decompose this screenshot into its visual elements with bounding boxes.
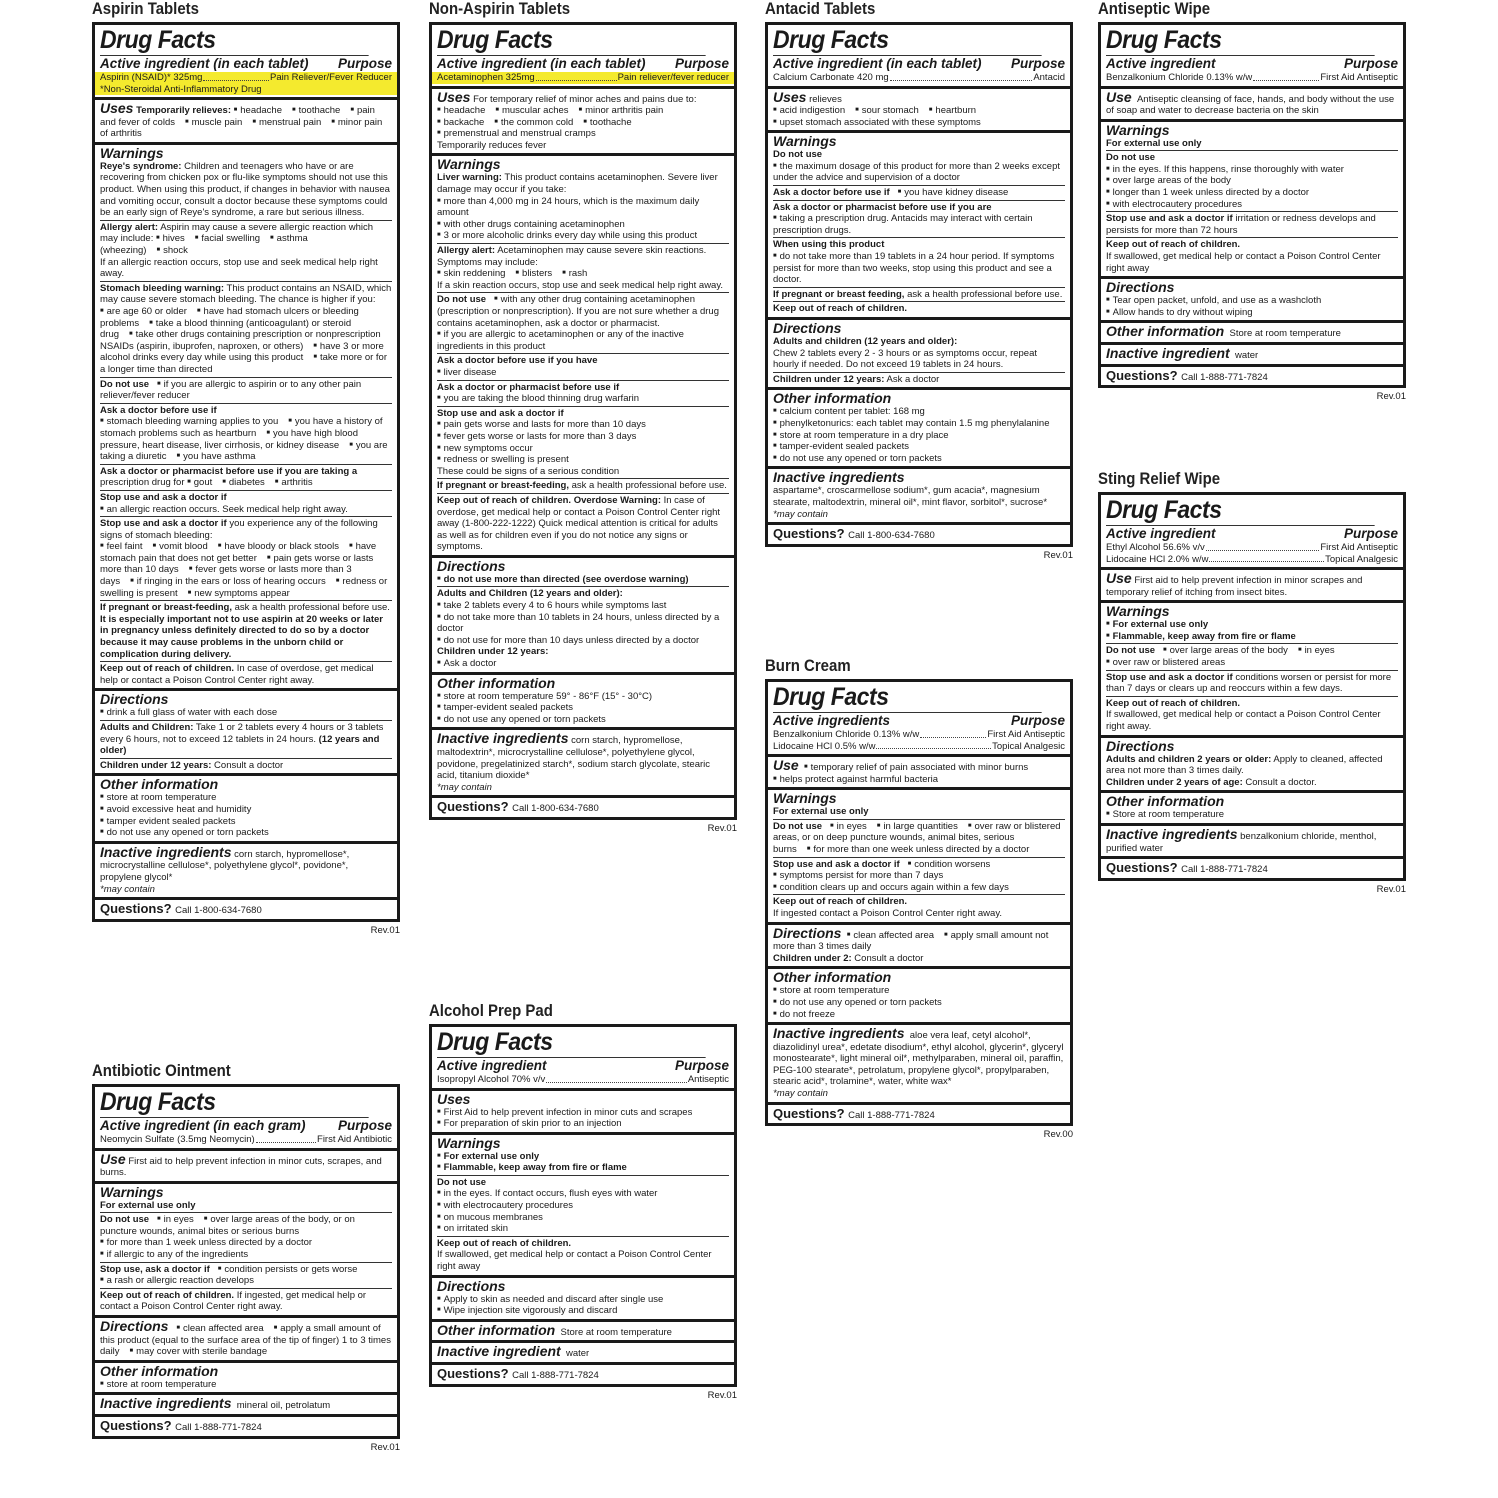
directions-section: Directions ■ do not use more than directed (see overdose warning) Adults and Children (12 years and older): ■ take 2 tablets every 4 to 6 hours while symptoms last ■ do not take more than 10 tablets in 24 hours, unless directed by a doctor ■ do not use for more than 10 days unless directed by a doctor Children under 12 years: ■ Ask a doctor bbox=[432, 555, 734, 672]
other-info-section: Other information ■ store at room temperature ■ avoid excessive heat and humidity ■ tamper evident sealed packets ■ do not use any opened or torn packets bbox=[95, 773, 397, 840]
drug-facts-label bbox=[765, 22, 1073, 547]
inactive-section: Inactive ingredients corn starch, hypromellose*, microcrystalline cellulose*, polyethylene glycol*, povidone*, propylene glycol* *may contain bbox=[95, 841, 397, 897]
questions-section: Questions? Call 1-888-771-7824 bbox=[1101, 364, 1403, 386]
leader-dots bbox=[203, 72, 269, 81]
directions-section: Directions ■ clean affected area ■ apply a small amount of this product (equal to the surface area of the tip of finger) 1 to 3 times daily ■ may cover with sterile bandage bbox=[95, 1315, 397, 1360]
warnings-section: Warnings Do not use ■ the maximum dosage of this product for more than 2 weeks except under the advice and supervision of a doctor Ask a doctor before use if ■ you have kidney disease Ask a doctor or pharmacist before use if you are ■ taking a prescription drug. Antacids may interact with certain prescription drugs. When using this product ■ do not take more than 19 tablets in a 24 hour period. If symptoms persist for more than two weeks, stop using this product and see a doctor. If pregnant or breast feeding, ask a health professional before use. Keep out of reach of children. bbox=[768, 130, 1070, 317]
drug-facts-label bbox=[429, 22, 737, 820]
revision-label: Rev.00 bbox=[1043, 1129, 1073, 1141]
leader-dots bbox=[890, 72, 1033, 81]
uses-section: Uses Temporarily relieves: ■ headache ■ toothache ■ pain and fever of colds ■ muscle pain ■ menstrual pain ■ minor pain of arthritis bbox=[95, 97, 397, 142]
leader-dots bbox=[256, 1134, 316, 1143]
panel-antacid-tablets bbox=[765, 0, 1073, 561]
leader-dots bbox=[536, 72, 617, 81]
active-section: Drug Facts Active ingredient (in each gram) Purpose Neomycin Sulfate (3.5mg Neomycin) First Aid Antibiotic bbox=[100, 1088, 392, 1145]
panel-antiseptic-wipe bbox=[1098, 0, 1406, 402]
directions-section: Directions Adults and children 2 years or older: Apply to cleaned, affected area not more than 3 times daily. Children under 2 years of age: Consult a doctor. bbox=[1101, 735, 1403, 791]
directions-section: Directions Adults and children (12 years and older): Chew 2 tablets every 2 - 3 hours or as symptoms occur, repeat hourly if needed. Do not exceed 19 tablets in 24 hours. Children under 12 years: Ask a doctor bbox=[768, 317, 1070, 387]
panel-title: Non-Aspirin Tablets bbox=[429, 0, 571, 18]
active-highlight bbox=[95, 72, 397, 95]
use-section: Use Antiseptic cleansing of face, hands, and body without the use of soap and water to decrease bacteria on the skin bbox=[1101, 86, 1403, 119]
use-section: Use First aid to help prevent infection in minor scrapes and temporary relief of itching from insect bites. bbox=[1101, 567, 1403, 600]
warnings-section: Warnings Reye's syndrome: Children and teenagers who have or are recovering from chicken pox or flu-like symptoms should not use this product. When using this product, if changes in behavior with nausea and vomiting occur, consult a doctor because these symptoms could be an early sign of Reye's syndrome, a rare but serious illness. Allergy alert: Aspirin may cause a severe allergic reaction which may include: ■ hives ■ facial swelling ■ asthma (wheezing) ■ shock If an allergic reaction occurs, stop use and seek medical help right away. Stomach bleeding warning: This product contains an NSAID, which may cause severe stomach bleeding. The chance is higher if you: ■ are age 60 or older ■ have had stomach ulcers or bleeding problems ■ take a blood thinning (anticoagulant) or steroid drug ■ take other drugs containing prescription or nonprescription NSAIDs (aspirin, ibuprofen, naproxen, or others) ■ have 3 or more alcohol drinks every day while using this product ■ take more or for a longer time than directed Do not use ■ if you are allergic to aspirin or to any other pain reliever/fever reducer Ask a doctor before use if ■ stomach bleeding warning applies to you ■ you have a history of stomach problems such as heartburn ■ you have high blood pressure, heart disease, liver cirrhosis, or kidney disease ■ you are taking a diuretic ■ you have asthma Ask a doctor or pharmacist before use if you are taking a prescription drug for ■ gout ■ diabetes ■ arthritis Stop use and ask a doctor if ■ an allergic reaction occurs. Seek medical help right away. Stop use and ask a doctor if you experience any of the following signs of stomach bleeding: ■ feel faint ■ vomit blood ■ have bloody or black stools ■ have stomach pain that does not get better ■ pain gets worse or lasts more than 10 days ■ fever gets worse or lasts more than 3 days ■ if ringing in the ears or loss of hearing occurs ■ redness or swelling is present ■ new symptoms appear If pregnant or breast-feeding, ask a health professional before use. It is especially important not to use aspirin at 20 weeks or later in pregnancy unless definitely directed to do so by a doctor because it may cause problems in the unborn child or complication during delivery. Keep out of reach of children. In case of overdose, get medical help or contact a Poison Control Center right away. bbox=[95, 142, 397, 689]
other-info-section: Other information ■ Store at room temperature bbox=[1101, 790, 1403, 823]
uses-section: Uses ■ First Aid to help prevent infection in minor cuts and scrapes ■ For preparation of skin prior to an injection bbox=[432, 1088, 734, 1132]
inactive-section: Inactive ingredients benzalkonium chloride, menthol, purified water bbox=[1101, 823, 1403, 856]
active-header: Active ingredient (in each tablet) Purpose bbox=[100, 56, 392, 71]
other-info-section: Other information ■ store at room temperature ■ do not use any opened or torn packets ■ do not freeze bbox=[768, 966, 1070, 1022]
inactive-section: Inactive ingredients mineral oil, petrolatum bbox=[95, 1392, 397, 1414]
revision-label: Rev.01 bbox=[370, 1441, 400, 1453]
panel-title: Antiseptic Wipe bbox=[1098, 0, 1211, 18]
active-section: Drug Facts Active ingredient (in each tablet) Purpose Calcium Carbonate 420 mg Antacid bbox=[773, 26, 1065, 83]
use-section: Use ■ temporary relief of pain associated with minor burns ■ helps protect against harmful bacteria bbox=[768, 754, 1070, 787]
active-section bbox=[95, 25, 397, 97]
warnings-section: Warnings Liver warning: This product contains acetaminophen. Severe liver damage may occur if you take: ■ more than 4,000 mg in 24 hours, which is the maximum daily amount ■ with other drugs containing acetaminophen ■ 3 or more alcoholic drinks every day while using this product Allergy alert: Acetaminophen may cause severe skin reactions. Symptoms may include: ■ skin reddening ■ blisters ■ rash If a skin reaction occurs, stop use and seek medical help right away. Do not use ■ with any other drug containing acetaminophen (prescription or nonprescription). If you are not sure whether a drug contains acetaminophen, ask a doctor or pharmacist. ■ if you are allergic to acetaminophen or any of the inactive ingredients in this product Ask a doctor before use if you have ■ liver disease Ask a doctor or pharmacist before use if ■ you are taking the blood thinning drug warfarin Stop use and ask a doctor if ■ pain gets worse and lasts for more than 10 days ■ fever gets worse or lasts for more than 3 days ■ new symptoms occur ■ redness or swelling is present These could be signs of a serious condition If pregnant or breast-feeding, ask a health professional before use. Keep out of reach of children. Overdose Warning: In case of overdose, get medical help or contact a Poison Control Center right away (1-800-222-1222) Quick medical attention is critical for adults as well as for children even if you do not notice any signs or symptoms. bbox=[432, 153, 734, 554]
directions-section: Directions ■ Apply to skin as needed and discard after single use ■ Wipe injection site vigorously and discard bbox=[432, 1275, 734, 1319]
leader-dots bbox=[1209, 554, 1324, 563]
questions-section: Questions? Call 1-888-771-7824 bbox=[768, 1102, 1070, 1124]
revision-label: Rev.01 bbox=[1376, 391, 1406, 403]
drug-facts-label bbox=[429, 1024, 737, 1387]
active-section: Drug Facts Active ingredient Purpose Isopropyl Alcohol 70% v/v Antiseptic bbox=[437, 1028, 729, 1085]
revision-label: Rev.01 bbox=[370, 924, 400, 936]
drug-facts-label bbox=[92, 22, 400, 922]
questions-section: Questions? Call 1-800-634-7680 bbox=[768, 522, 1070, 544]
drug-facts-heading: Drug Facts bbox=[100, 26, 369, 56]
drug-facts-label bbox=[1098, 492, 1406, 881]
use-section: Use First aid to help prevent infection in minor cuts, scrapes, and burns. bbox=[95, 1148, 397, 1181]
active-section: Drug Facts Active ingredients Purpose Benzalkonium Chloride 0.13% w/w First Aid Antiseptic Lidocaine HCl 0.5% w/w Topical Analgesic bbox=[773, 683, 1065, 752]
directions-section: Directions ■ drink a full glass of water with each dose Adults and Children: Take 1 or 2 tablets every 4 hours or 3 tablets every 6 hours, not to exceed 12 tablets in 24 hours. (12 years and older) Children under 12 years: Consult a doctor bbox=[95, 688, 397, 773]
active-section: Drug Facts Active ingredient (in each tablet) Purpose Acetaminophen 325mg Pain reliever/fever reducer bbox=[432, 25, 734, 86]
other-info-section: Other information ■ calcium content per tablet: 168 mg ■ phenylketonurics: each tablet may contain 1.5 mg phenylalanine ■ store at room temperature in a dry place ■ tamper-evident sealed packets ■ do not use any opened or torn packets bbox=[768, 387, 1070, 466]
panel-burn-cream bbox=[765, 657, 1073, 1140]
inactive-section: Inactive ingredients corn starch, hypromellose, maltodextrin*, microcrystalline cellulose*, polyethylene glycol, povidone, pregelatinized starch*, sodium starch glycolate, stearic acid, titanium dioxide* *may contain bbox=[432, 727, 734, 795]
questions-section: Questions? Call 1-888-771-7824 bbox=[1101, 856, 1403, 878]
warnings-section: Warnings For external use only Do not use ■ in eyes ■ in large quantities ■ over raw or blistered areas, or on deep puncture wounds, animal bites, serious burns ■ for more than one week unless directed by a doctor Stop use and ask a doctor if ■ condition worsens ■ symptoms persist for more than 7 days ■ condition clears up and occurs again within a few days Keep out of reach of children. If ingested contact a Poison Control Center right away. bbox=[768, 787, 1070, 921]
other-info-section: Other information ■ store at room temperature bbox=[95, 1360, 397, 1393]
other-info-section: Other information ■ store at room temperature 59° - 86°F (15° - 30°C) ■ tamper-evident sealed packets ■ do not use any opened or torn packets bbox=[432, 672, 734, 728]
drug-facts-label bbox=[92, 1084, 400, 1439]
leader-dots bbox=[1206, 542, 1320, 551]
panel-title: Aspirin Tablets bbox=[92, 0, 199, 18]
questions-section: Questions? Call 1-888-771-7824 bbox=[432, 1362, 734, 1384]
panel-title: Antibiotic Ointment bbox=[92, 1061, 231, 1080]
active-section: Drug Facts Active ingredient Purpose Benzalkonium Chloride 0.13% w/w First Aid Antiseptic bbox=[1106, 26, 1398, 83]
inactive-section: Inactive ingredient water bbox=[432, 1340, 734, 1362]
warnings-section: Warnings For external use only Do not use ■ in the eyes. If this happens, rinse thoroughly with water ■ over large areas of the body ■ longer than 1 week unless directed by a doctor ■ with electrocautery procedures Stop use and ask a doctor if irritation or redness develops and persists for more than 72 hours Keep out of reach of children. If swallowed, get medical help or contact a Poison Control Center right away bbox=[1101, 119, 1403, 277]
revision-label: Rev.01 bbox=[707, 822, 737, 834]
inactive-section: Inactive ingredients aspartame*, croscarmellose sodium*, gum acacia*, magnesium stearate, maltodextrin, mineral oil*, mint flavor, sorbitol*, sucrose* *may contain bbox=[768, 466, 1070, 522]
panel-title: Sting Relief Wipe bbox=[1098, 469, 1221, 488]
questions-section: Questions? Call 1-888-771-7824 bbox=[95, 1414, 397, 1436]
uses-section: Uses For temporary relief of minor aches and pains due to: ■ headache ■ muscular aches ■ minor arthritis pain ■ backache ■ the common cold ■ toothache ■ premenstrual and menstrual cramps Temporarily reduces fever bbox=[432, 86, 734, 154]
other-info-section: Other information Store at room temperature bbox=[1101, 320, 1403, 342]
leader-dots bbox=[920, 729, 986, 738]
drug-facts-label bbox=[1098, 22, 1406, 388]
active-row: Aspirin (NSAID)* 325mg Pain Reliever/Fever Reducer bbox=[100, 72, 392, 83]
leader-dots bbox=[1253, 72, 1319, 81]
other-info-section: Other information Store at room temperature bbox=[432, 1319, 734, 1341]
leader-dots bbox=[876, 741, 991, 750]
inactive-section: Inactive ingredient water bbox=[1101, 342, 1403, 364]
warnings-section: Warnings ■ For external use only ■ Flammable, keep away from fire or flame Do not use ■ over large areas of the body ■ in eyes ■ over raw or blistered areas Stop use and ask a doctor if conditions worsen or persist for more than 7 days or clears up and reoccurs within a few days. Keep out of reach of children. If swallowed, get medical help or contact a Poison Control Center right away. bbox=[1101, 600, 1403, 734]
panel-aspirin-tablets bbox=[92, 0, 400, 936]
inactive-section: Inactive ingredients aloe vera leaf, cetyl alcohol*, diazolidinyl urea*, edetate disodium*, ethyl alcohol, glycerin*, glyceryl monostearate*, light mineral oil*, methylparaben, mineral oil, paraffin, PEG-100 stearate*, petrolatum, propylene glycol*, propylparaben, stearic acid*, trolamine*, water, white wax* *may contain bbox=[768, 1022, 1070, 1102]
warnings-section: Warnings For external use only Do not use ■ in eyes ■ over large areas of the body, or on puncture wounds, animal bites or serious burns ■ for more than 1 week unless directed by a doctor ■ if allergic to any of the ingredients Stop use, ask a doctor if ■ condition persists or gets worse ■ a rash or allergic reaction develops Keep out of reach of children. If ingested, get medical help or contact a Poison Control Center right away. bbox=[95, 1181, 397, 1315]
questions-section: Questions? Call 1-800-634-7680 bbox=[95, 897, 397, 919]
directions-section: Directions ■ Tear open packet, unfold, and use as a washcloth ■ Allow hands to dry without wiping bbox=[1101, 276, 1403, 320]
panel-non-aspirin-tablets bbox=[429, 0, 737, 834]
panel-alcohol-prep-pad bbox=[429, 1002, 737, 1401]
revision-label: Rev.01 bbox=[1376, 883, 1406, 895]
leader-dots bbox=[546, 1074, 687, 1083]
panel-sting-relief-wipe bbox=[1098, 470, 1406, 895]
panel-antibiotic-ointment bbox=[92, 1062, 400, 1453]
revision-label: Rev.01 bbox=[1043, 549, 1073, 561]
panel-title: Burn Cream bbox=[765, 656, 851, 675]
panel-title: Antacid Tablets bbox=[765, 0, 876, 18]
active-note: *Non-Steroidal Anti-Inflammatory Drug bbox=[100, 83, 262, 95]
drug-facts-label bbox=[765, 679, 1073, 1126]
active-section: Drug Facts Active ingredient Purpose Ethyl Alcohol 56.6% v/v First Aid Antiseptic Lidocaine HCl 2.0% w/w Topical Analgesic bbox=[1106, 496, 1398, 565]
warnings-section: Warnings ■ For external use only ■ Flammable, keep away from fire or flame Do not use ■ in the eyes. If contact occurs, flush eyes with water ■ with electrocautery procedures ■ on mucous membranes ■ on irritated skin Keep out of reach of children. If swallowed, get medical help or contact a Poison Control Center right away bbox=[432, 1132, 734, 1275]
directions-section: Directions ■ clean affected area ■ apply small amount not more than 3 times daily Children under 2: Consult a doctor bbox=[768, 922, 1070, 967]
uses-section: Uses relieves ■ acid indigestion ■ sour stomach ■ heartburn ■ upset stomach associated with these symptoms bbox=[768, 86, 1070, 131]
panel-title: Alcohol Prep Pad bbox=[429, 1001, 553, 1020]
revision-label: Rev.01 bbox=[707, 1389, 737, 1401]
questions-section: Questions? Call 1-800-634-7680 bbox=[432, 795, 734, 817]
